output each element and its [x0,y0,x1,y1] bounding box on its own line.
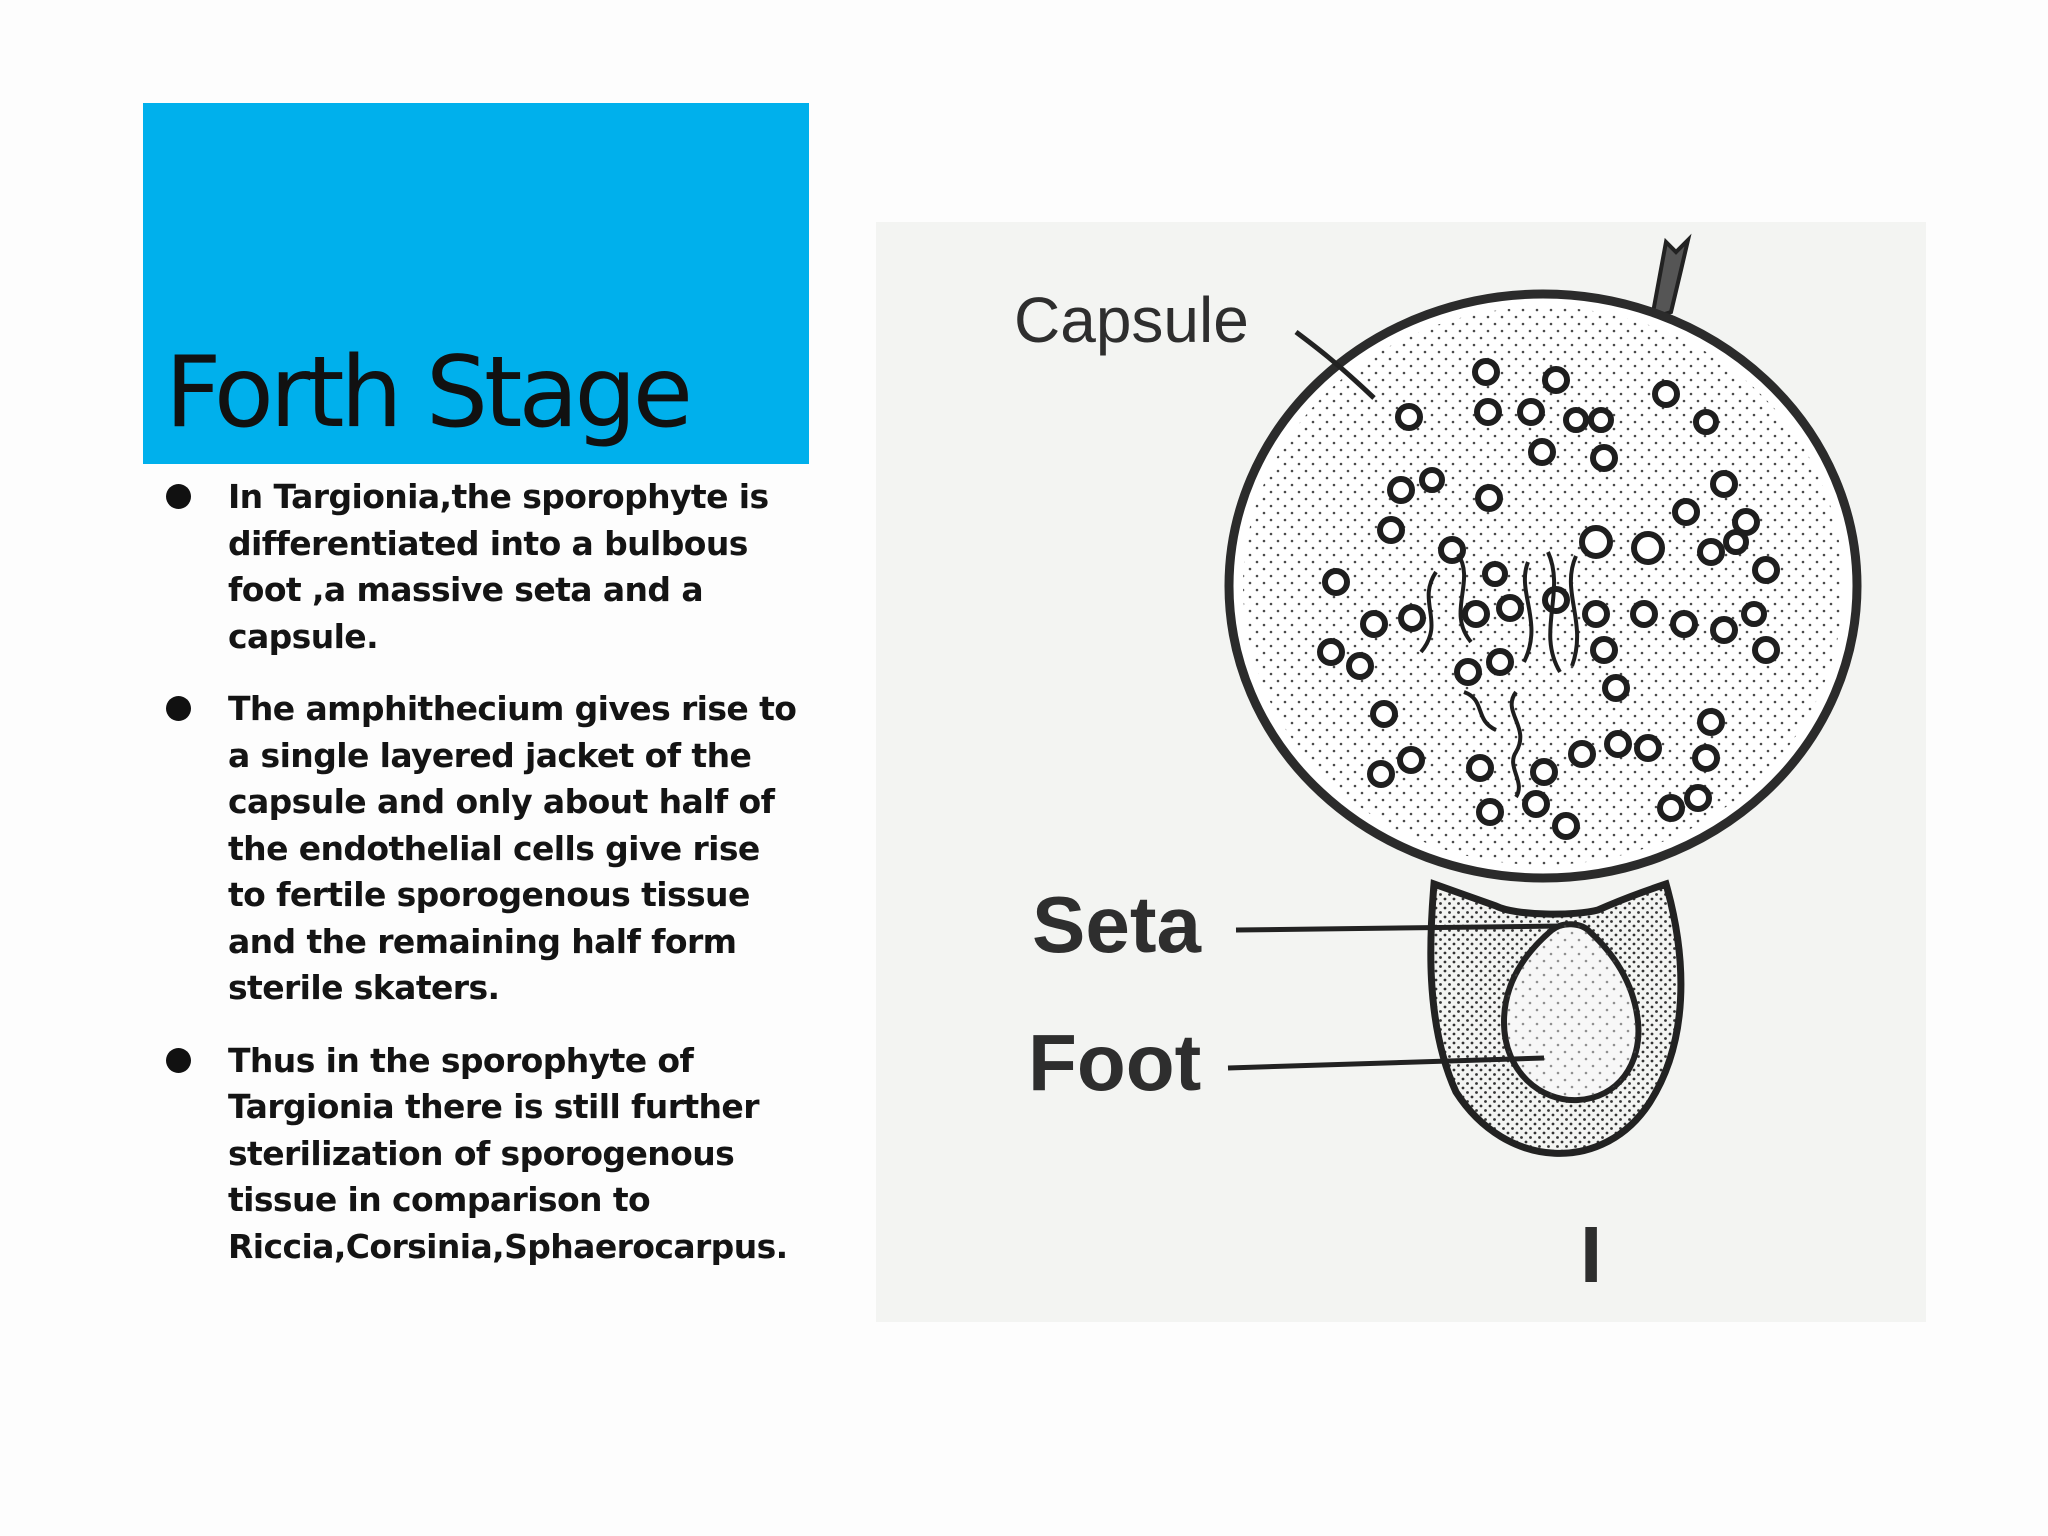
foot-label: Foot [1028,1018,1202,1107]
bullet-item [160,1038,800,1271]
sporophyte-illustration [876,222,1926,1322]
bullet-dot-icon [166,1048,191,1073]
capsule-label: Capsule [1014,284,1249,356]
bullet-text: Thus in the sporophyte of Targionia there is still further sterilization of sporogenous tissue in comparison to Riccia,Corsinia,Sphaerocarpus. [228,1040,788,1266]
stalk-remnant [1652,240,1688,318]
bullet-dot-icon [166,484,191,509]
figure-numeral: I [1580,1210,1603,1299]
slide-title: Forth Stage [165,336,689,450]
bullet-text: The amphithecium gives rise to a single layered jacket of the capsule and only about half of the endothelial cells give rise to fertile sporogenous tissue and the remaining half form sterile skaters. [228,689,797,1007]
sporophyte-diagram [876,222,1926,1322]
bullet-item [160,474,800,660]
bullet-text: In Targionia,the sporophyte is differentiated into a bulbous foot ,a massive seta and a capsule. [228,477,769,656]
bullet-list [160,474,800,1296]
seta-label: Seta [1032,880,1201,969]
title-banner [143,103,809,464]
bullet-dot-icon [166,696,191,721]
bullet-item [160,686,800,1012]
